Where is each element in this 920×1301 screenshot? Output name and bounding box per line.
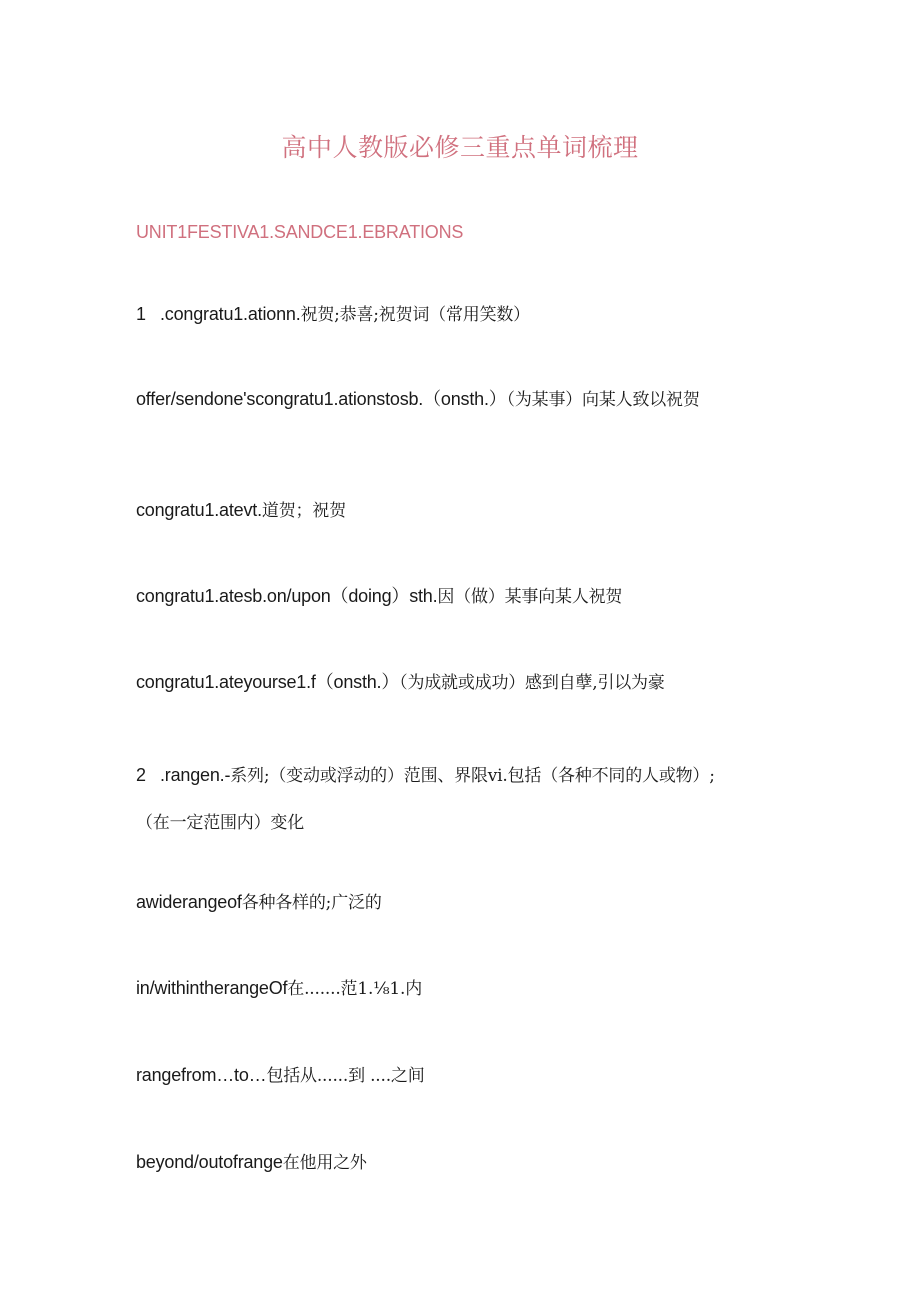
entry-line <box>136 494 786 527</box>
entry-line <box>136 752 746 846</box>
entry-number: 1 <box>136 304 146 324</box>
page-title: 高中人教版必修三重点单词梳理 <box>281 134 639 162</box>
entry-chinese: 祝贺;恭喜;祝贺词（常用笑数） <box>300 305 530 325</box>
entry-english: congratu1.atevt. <box>136 500 262 520</box>
entry-line <box>136 580 786 613</box>
entry-chinese: 系列;（变动或浮动的）范围、界限vi.包括（各种不同的人或物）;（在一定范围内）变化 <box>136 766 715 833</box>
entry-english: awiderangeof <box>136 892 242 912</box>
entry-chinese: （为某事）向某人致以祝贺 <box>506 390 700 410</box>
entry-chinese: 包括从......到 ....之间 <box>266 1066 425 1086</box>
entry-english: congratu1.atesb.on/upon（doing）sth. <box>136 586 438 606</box>
entry-number: 2 <box>136 765 146 785</box>
entry-english: in/withintherangeOf <box>136 978 288 998</box>
entry-chinese: 各种各样的;广泛的 <box>241 893 382 913</box>
entry-line <box>136 1059 786 1092</box>
entry-chinese: 道贺；祝贺 <box>261 501 346 521</box>
entry-chinese: 在他用之外 <box>282 1153 367 1173</box>
entry-line <box>136 383 776 416</box>
entry-line <box>136 298 786 331</box>
entry-english: rangefrom…to… <box>136 1065 267 1085</box>
entry-chinese: 在.......范1.⅛1.内 <box>287 979 423 999</box>
entry-line <box>136 972 786 1005</box>
entry-english: .congratu1.ationn. <box>160 304 301 324</box>
entry-line <box>136 886 786 919</box>
unit-heading: UNIT1FESTIVA1.SANDCE1.EBRATIONS <box>136 222 464 242</box>
entry-chinese: 因（做）某事向某人祝贺 <box>437 587 623 607</box>
entry-english: offer/sendone'scongratu1.ationstosb.（onsth.） <box>136 389 507 409</box>
entry-line <box>136 1146 786 1179</box>
entry-english: congratu1.ateyourse1.f（onsth.） <box>136 672 400 692</box>
entry-chinese: （为成就或成功）感到自孽,引以为豪 <box>399 673 665 693</box>
entry-english: beyond/outofrange <box>136 1152 283 1172</box>
entry-english: .rangen.- <box>160 765 231 785</box>
entry-line <box>136 666 786 699</box>
